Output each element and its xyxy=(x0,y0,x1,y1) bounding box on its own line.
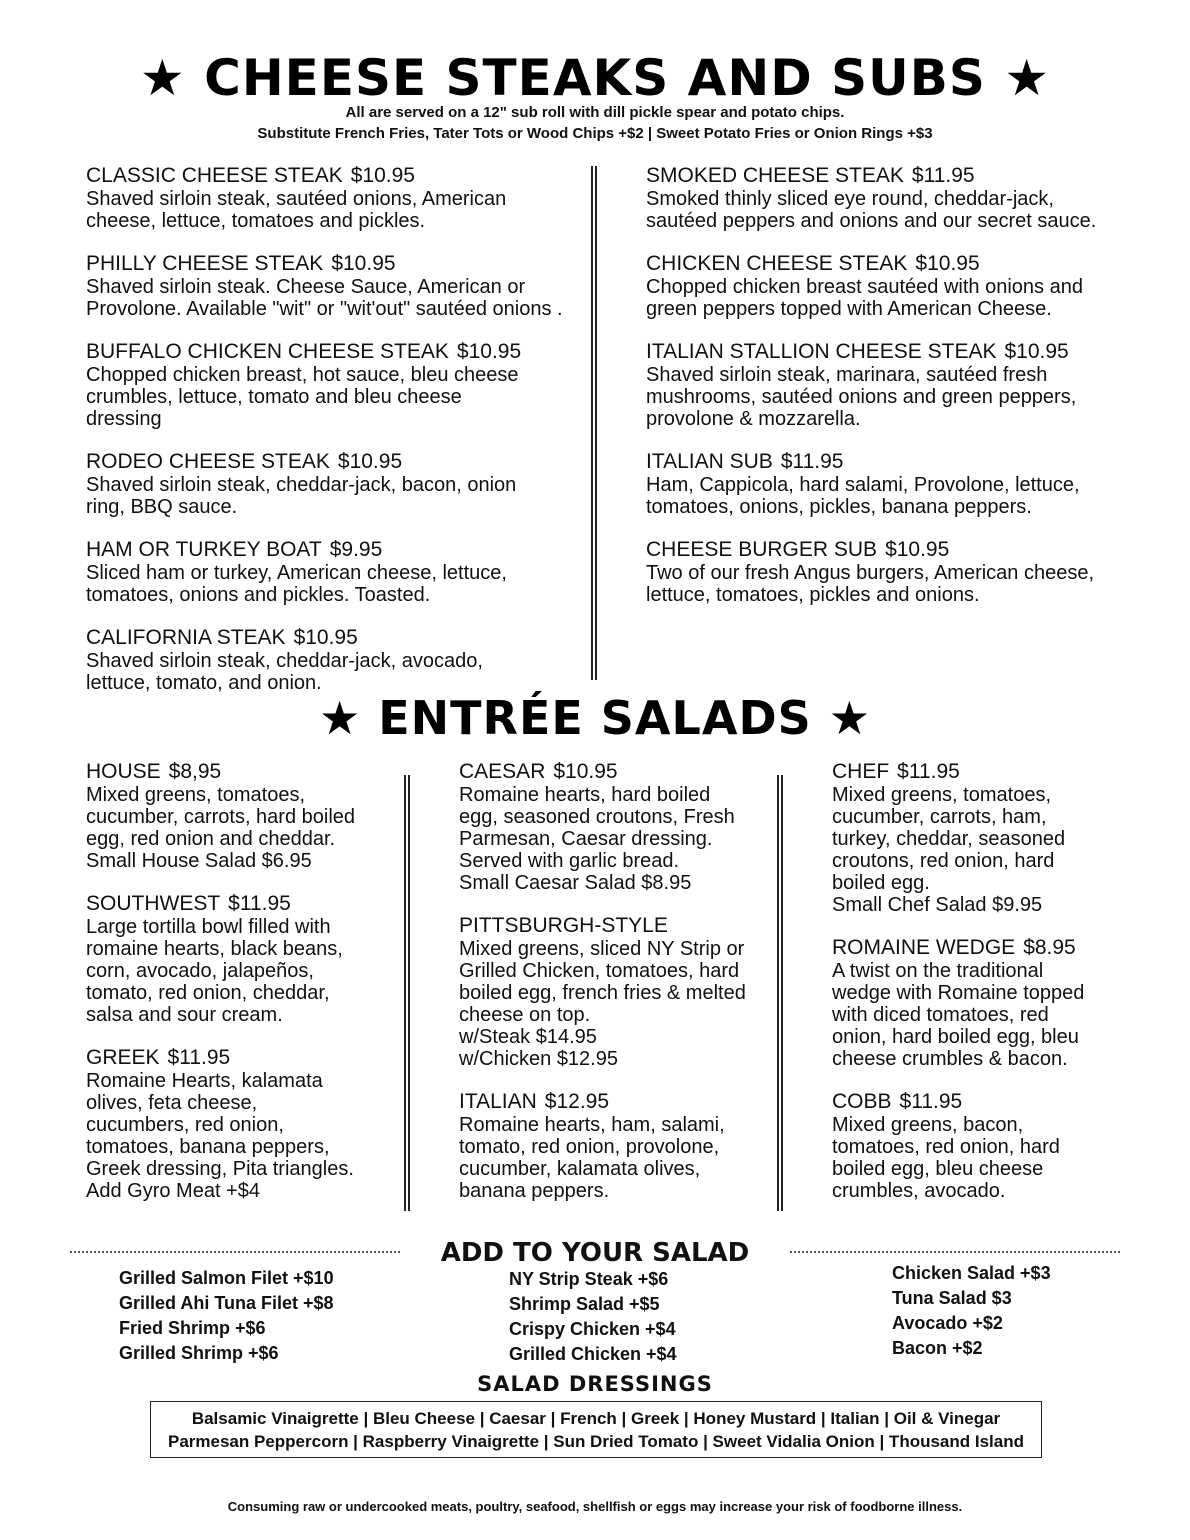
salads-column-1 xyxy=(86,760,391,1222)
menu-item-price: $8,95 xyxy=(168,760,222,783)
add-to-salad-column-1 xyxy=(119,1266,334,1366)
menu-item xyxy=(646,340,1146,430)
menu-item xyxy=(86,626,586,694)
menu-item-title xyxy=(86,892,391,916)
salads-column-2 xyxy=(459,760,764,1222)
add-on-item: Avocado +$2 xyxy=(892,1313,1003,1333)
add-on-item: Crispy Chicken +$4 xyxy=(509,1319,676,1339)
menu-item xyxy=(86,538,586,606)
menu-item xyxy=(646,252,1146,320)
menu-item xyxy=(459,1090,764,1202)
menu-item-price: $11.95 xyxy=(899,1090,963,1113)
menu-item-price: $10.95 xyxy=(456,340,522,363)
menu-item-name: ITALIAN xyxy=(459,1090,537,1113)
menu-item-title xyxy=(86,340,586,364)
add-on-item: Bacon +$2 xyxy=(892,1338,983,1358)
add-on-item: Fried Shrimp +$6 xyxy=(119,1318,266,1338)
cheese-steaks-right-column xyxy=(646,164,1146,626)
cheese-steaks-title: CHEESE STEAKS AND SUBS xyxy=(204,49,986,107)
add-on-item: Grilled Ahi Tuna Filet +$8 xyxy=(119,1293,334,1313)
menu-item-price: $11.95 xyxy=(228,892,291,915)
menu-item-name: HOUSE xyxy=(86,760,161,783)
add-to-salad-column-2 xyxy=(509,1267,677,1367)
menu-item-title xyxy=(86,1046,391,1070)
menu-item-title xyxy=(86,450,586,474)
menu-item-name: BUFFALO CHICKEN CHEESE STEAK xyxy=(86,340,449,363)
column-divider xyxy=(404,775,410,1211)
dressings-line-1: Balsamic Vinaigrette | Bleu Cheese | Caesar | French | Greek | Honey Mustard | Italian | Oil & Vinegar xyxy=(191,1409,1001,1428)
menu-item xyxy=(832,936,1137,1070)
menu-item-title xyxy=(646,340,1146,364)
menu-item-description: Shaved sirloin steak. Cheese Sauce, American or Provolone. Available "wit" or "wit'out" sautéed onions . xyxy=(86,276,563,320)
add-on-item: NY Strip Steak +$6 xyxy=(509,1269,669,1289)
menu-item xyxy=(646,164,1146,232)
menu-item-title xyxy=(646,164,1146,188)
star-icon: ★ xyxy=(139,49,186,107)
menu-item xyxy=(459,914,764,1070)
menu-item-description: Chopped chicken breast, hot sauce, bleu cheese crumbles, lettuce, tomato and bleu cheese dressing xyxy=(86,364,519,430)
star-icon: ★ xyxy=(828,691,872,745)
add-on-item: Shrimp Salad +$5 xyxy=(509,1294,660,1314)
menu-item-price: $10.95 xyxy=(553,760,618,783)
food-safety-disclaimer: Consuming raw or undercooked meats, poultry, seafood, shellfish or eggs may increase your risk of foodborne illness. xyxy=(227,1499,963,1514)
dotted-rule xyxy=(790,1251,1120,1253)
cheese-steaks-left-column xyxy=(86,164,586,714)
menu-item-price: $10.95 xyxy=(1004,340,1069,363)
menu-item-name: SMOKED CHEESE STEAK xyxy=(646,164,904,187)
menu-item-title xyxy=(646,252,1146,276)
menu-item-description: Mixed greens, sliced NY Strip or Grilled Chicken, tomatoes, hard boiled egg, french fries & melted cheese on top. w/Steak $14.95 w/Chicken $12.95 xyxy=(459,938,746,1070)
add-on-item: Grilled Shrimp +$6 xyxy=(119,1343,279,1363)
menu-item-description: A twist on the traditional wedge with Romaine topped with diced tomatoes, red onion, hard boiled egg, bleu cheese crumbles & bacon. xyxy=(832,960,1085,1070)
menu-item xyxy=(86,450,586,518)
menu-item-price: $11.95 xyxy=(780,450,844,473)
menu-item-title xyxy=(459,760,764,784)
cheese-steaks-subtitle-2: Substitute French Fries, Tater Tots or Wood Chips +$2 | Sweet Potato Fries or Onion Rings +$3 xyxy=(257,125,933,142)
menu-item-name: CAESAR xyxy=(459,760,546,783)
menu-item xyxy=(86,340,586,430)
menu-item-title xyxy=(459,914,764,938)
add-on-item: Tuna Salad $3 xyxy=(892,1288,1012,1308)
menu-item-description: Shaved sirloin steak, sautéed onions, American cheese, lettuce, tomatoes and pickles. xyxy=(86,188,507,232)
star-icon: ★ xyxy=(318,691,362,745)
add-to-salad-title: ADD TO YOUR SALAD xyxy=(440,1238,750,1268)
menu-item-price: $10.95 xyxy=(885,538,950,561)
menu-item-title xyxy=(86,760,391,784)
salads-column-3 xyxy=(832,760,1137,1222)
menu-item xyxy=(86,760,391,872)
add-to-salad-column-3 xyxy=(892,1261,1051,1361)
menu-item-name: HAM OR TURKEY BOAT xyxy=(86,538,322,561)
menu-item-description: Two of our fresh Angus burgers, American cheese, lettuce, tomatoes, pickles and onions. xyxy=(646,562,1095,606)
menu-item-title xyxy=(86,626,586,650)
menu-item-title xyxy=(646,538,1146,562)
menu-item-price: $8.95 xyxy=(1023,936,1076,959)
menu-item-description: Large tortilla bowl filled with romaine hearts, black beans, corn, avocado, jalapeños, tomato, red onion, cheddar, salsa and sour cream. xyxy=(86,916,343,1026)
menu-item xyxy=(86,892,391,1026)
add-on-item: Grilled Chicken +$4 xyxy=(509,1344,677,1364)
menu-item-name: RODEO CHEESE STEAK xyxy=(86,450,330,473)
menu-item-description: Sliced ham or turkey, American cheese, lettuce, tomatoes, onions and pickles. Toasted. xyxy=(86,562,507,606)
menu-item-name: ITALIAN SUB xyxy=(646,450,773,473)
menu-item-description: Mixed greens, bacon, tomatoes, red onion, hard boiled egg, bleu cheese crumbles, avocado. xyxy=(832,1114,1060,1202)
menu-item-price: $11.95 xyxy=(167,1046,231,1069)
star-icon: ★ xyxy=(1004,49,1051,107)
menu-item-name: ITALIAN STALLION CHEESE STEAK xyxy=(646,340,997,363)
menu-item-title xyxy=(86,164,586,188)
menu-item-name: CHEESE BURGER SUB xyxy=(646,538,878,561)
menu-item xyxy=(646,538,1146,606)
menu-item-name: CHICKEN CHEESE STEAK xyxy=(646,252,908,275)
menu-item-title xyxy=(86,538,586,562)
menu-item xyxy=(459,760,764,894)
menu-item-description: Chopped chicken breast sautéed with onions and green peppers topped with American Cheese. xyxy=(646,276,1083,320)
menu-item-price: $10.95 xyxy=(915,252,980,275)
menu-item-description: Mixed greens, tomatoes, cucumber, carrots, hard boiled egg, red onion and cheddar. Small House Salad $6.95 xyxy=(86,784,356,872)
menu-item xyxy=(86,1046,391,1202)
salad-dressings-box xyxy=(150,1401,1042,1458)
menu-item-price: $12.95 xyxy=(544,1090,610,1113)
column-divider xyxy=(777,775,783,1211)
menu-item-price: $10.95 xyxy=(331,252,396,275)
menu-item-description: Shaved sirloin steak, marinara, sautéed fresh mushrooms, sautéed onions and green peppers, provolone & mozzarella. xyxy=(646,364,1077,430)
menu-item-name: ROMAINE WEDGE xyxy=(832,936,1016,959)
menu-item-name: GREEK xyxy=(86,1046,160,1069)
column-divider xyxy=(591,166,597,680)
menu-item-description: Romaine hearts, hard boiled egg, seasoned croutons, Fresh Parmesan, Caesar dressing. Served with garlic bread. Small Caesar Salad $8.95 xyxy=(459,784,735,894)
menu-item-price: $11.95 xyxy=(911,164,975,187)
cheese-steaks-subtitle-1: All are served on a 12" sub roll with dill pickle spear and potato chips. xyxy=(345,104,845,121)
menu-item-name: CHEF xyxy=(832,760,890,783)
salad-dressings-title: SALAD DRESSINGS xyxy=(477,1372,713,1396)
menu-item-title xyxy=(832,1090,1137,1114)
menu-item xyxy=(86,252,586,320)
menu-item-title xyxy=(459,1090,764,1114)
entree-salads-heading xyxy=(0,690,1190,746)
menu-item-price: $10.95 xyxy=(293,626,358,649)
add-on-item: Chicken Salad +$3 xyxy=(892,1263,1051,1283)
menu-item xyxy=(646,450,1146,518)
menu-item-title xyxy=(832,936,1137,960)
menu-item-description: Shaved sirloin steak, cheddar-jack, avocado, lettuce, tomato, and onion. xyxy=(86,650,483,694)
menu-item xyxy=(832,760,1137,916)
entree-salads-title: ENTRÉE SALADS xyxy=(378,691,812,745)
menu-item xyxy=(86,164,586,232)
menu-item-description: Romaine Hearts, kalamata olives, feta cheese, cucumbers, red onion, tomatoes, banana peppers, Greek dressing, Pita triangles. Add Gyro Meat +$4 xyxy=(86,1070,354,1202)
menu-item-name: CALIFORNIA STEAK xyxy=(86,626,286,649)
menu-item-name: PITTSBURGH-STYLE xyxy=(459,914,668,937)
menu-item-name: PHILLY CHEESE STEAK xyxy=(86,252,324,275)
menu-item-title xyxy=(86,252,586,276)
menu-item-description: Shaved sirloin steak, cheddar-jack, bacon, onion ring, BBQ sauce. xyxy=(86,474,517,518)
menu-item-price: $10.95 xyxy=(337,450,403,473)
menu-item xyxy=(832,1090,1137,1202)
menu-item-description: Romaine hearts, ham, salami, tomato, red onion, provolone, cucumber, kalamata olives, banana peppers. xyxy=(459,1114,725,1202)
menu-item-name: CLASSIC CHEESE STEAK xyxy=(86,164,343,187)
dressings-line-2: Parmesan Peppercorn | Raspberry Vinaigrette | Sun Dried Tomato | Sweet Vidalia Onion | Thousand Island xyxy=(167,1432,1024,1451)
add-on-item: Grilled Salmon Filet +$10 xyxy=(119,1268,334,1288)
menu-item-name: COBB xyxy=(832,1090,892,1113)
menu-item-title xyxy=(832,760,1137,784)
menu-item-description: Ham, Cappicola, hard salami, Provolone, lettuce, tomatoes, onions, pickles, banana peppers. xyxy=(646,474,1080,518)
menu-item-description: Smoked thinly sliced eye round, cheddar-jack, sautéed peppers and onions and our secret sauce. xyxy=(646,188,1097,232)
menu-item-price: $10.95 xyxy=(350,164,415,187)
menu-item-name: SOUTHWEST xyxy=(86,892,221,915)
menu-item-title xyxy=(646,450,1146,474)
menu-item-price: $11.95 xyxy=(897,760,960,783)
menu-item-description: Mixed greens, tomatoes, cucumber, carrots, ham, turkey, cheddar, seasoned croutons, red onion, hard boiled egg. Small Chef Salad $9.95 xyxy=(832,784,1066,916)
menu-item-price: $9.95 xyxy=(329,538,383,561)
cheese-steaks-heading xyxy=(0,48,1190,108)
